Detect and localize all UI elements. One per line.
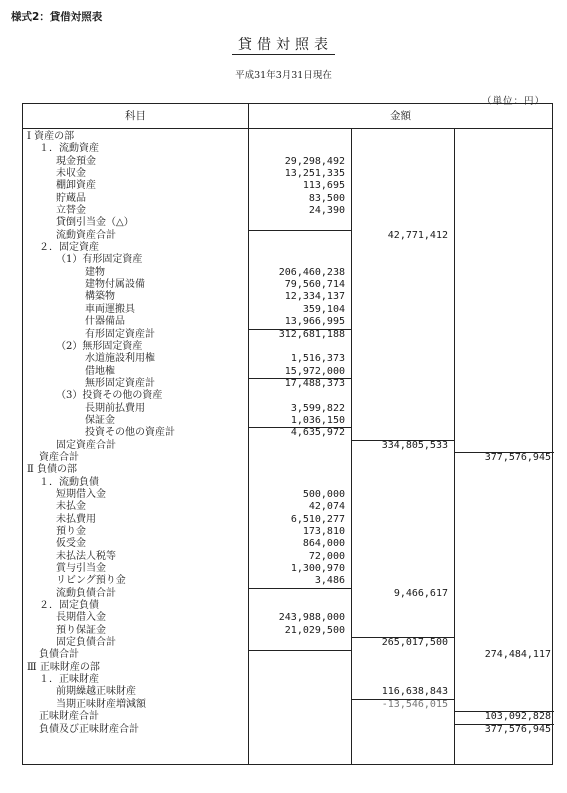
row-label: 立替金 [56, 205, 86, 217]
table-row [23, 649, 552, 661]
table-row [23, 662, 552, 674]
subtotal-rule [454, 711, 554, 712]
table-row [23, 316, 552, 328]
amount-c1: 500,000 [302, 488, 345, 500]
amount-c1: 13,251,335 [284, 168, 345, 180]
table-row [23, 230, 552, 242]
table-row [23, 452, 552, 464]
row-label: 什器備品 [85, 316, 125, 328]
subtotal-rule [248, 427, 351, 428]
subtotal-rule [351, 440, 454, 441]
row-label: 棚卸資産 [56, 180, 96, 192]
table-row [23, 329, 552, 341]
amount-c1: 243,988,000 [278, 612, 345, 624]
row-label: 賞与引当金 [56, 563, 106, 575]
balance-sheet-table [22, 103, 553, 765]
amount-c3: 377,576,945 [484, 723, 551, 735]
table-row [23, 205, 552, 217]
row-label: １．流動資産 [39, 143, 99, 155]
amount-c1: 113,695 [302, 180, 345, 192]
amount-c1: 15,972,000 [284, 365, 345, 377]
row-label: 無形固定資産計 [85, 377, 155, 389]
table-row [23, 291, 552, 303]
table-row [23, 538, 552, 550]
form-label: 様式2：貸借対照表 [11, 11, 103, 23]
amount-c1: 42,074 [308, 501, 345, 513]
amount-c2: 42,771,412 [387, 229, 448, 241]
subtotal-rule [248, 329, 351, 330]
document-title: 貸借対照表 [0, 34, 567, 54]
table-row [23, 674, 552, 686]
subtotal-rule [351, 637, 454, 638]
row-label: 未払金 [56, 501, 86, 513]
table-row [23, 403, 552, 415]
row-label: 未収金 [56, 168, 86, 180]
amount-c1: 17,488,373 [284, 377, 345, 389]
row-label: 車両運搬具 [85, 303, 135, 315]
row-label: （3）投資その他の資産 [56, 390, 163, 402]
table-row [23, 131, 552, 143]
amount-c1: 83,500 [308, 192, 345, 204]
row-label: 長期前払費用 [85, 402, 145, 414]
subtotal-rule [248, 378, 351, 379]
subtotal-rule [351, 699, 454, 700]
table-row [23, 353, 552, 365]
row-label: 長期借入金 [56, 612, 106, 624]
amount-c3: 103,092,828 [484, 711, 551, 723]
row-label: １．流動負債 [39, 476, 99, 488]
amount-c1: 21,029,500 [284, 624, 345, 636]
table-row [23, 341, 552, 353]
row-label: ２．固定負債 [39, 600, 99, 612]
column-header-amount: 金額 [248, 104, 552, 128]
table-row [23, 464, 552, 476]
row-label: 預り金 [56, 526, 86, 537]
row-label: 預り保証金 [56, 624, 106, 636]
row-label: 正味財産合計 [39, 711, 99, 723]
amount-c1: 1,300,970 [290, 563, 345, 575]
row-label: 資産合計 [39, 451, 79, 463]
amount-c1: 29,298,492 [284, 155, 345, 167]
table-row [23, 304, 552, 316]
row-label: 水道施設利用権 [85, 353, 155, 365]
table-row [23, 477, 552, 489]
table-row [23, 526, 552, 538]
amount-c3: 274,484,117 [484, 649, 551, 661]
row-label: リビング預り金 [56, 575, 126, 587]
row-label: 投資その他の資産計 [85, 427, 175, 439]
amount-c1: 1,516,373 [290, 353, 345, 365]
row-label: Ⅱ 負債の部 [27, 464, 77, 476]
table-row [23, 588, 552, 600]
row-label: 仮受金 [56, 538, 86, 550]
table-row [23, 514, 552, 526]
amount-c2: -13,546,015 [381, 698, 448, 710]
amount-c1: 312,681,188 [278, 328, 345, 340]
amount-c2: 265,017,500 [381, 637, 448, 649]
amount-c1: 24,390 [308, 205, 345, 217]
subtotal-rule [248, 588, 351, 589]
row-label: 前期繰越正味財産 [56, 686, 136, 698]
row-label: 流動資産合計 [56, 229, 116, 241]
row-label: 未払費用 [56, 513, 96, 525]
as-of-date: 平成31年3月31日現在 [235, 70, 332, 81]
row-label: 未払法人税等 [56, 550, 116, 562]
row-label: （1）有形固定資産 [56, 254, 143, 266]
table-row [23, 242, 552, 254]
row-label: 流動負債合計 [56, 587, 116, 599]
subtotal-rule [454, 452, 554, 453]
row-label: 建物 [85, 266, 105, 278]
table-row [23, 366, 552, 378]
row-label: 貸倒引当金（△） [56, 217, 134, 229]
table-row [23, 612, 552, 624]
subtotal-rule [454, 724, 554, 725]
row-label: 保証金 [85, 414, 115, 426]
row-label: 借地権 [85, 365, 115, 377]
table-row [23, 427, 552, 439]
row-label: 固定資産合計 [56, 439, 116, 451]
amount-c1: 79,560,714 [284, 279, 345, 291]
row-label: 短期借入金 [56, 488, 106, 500]
row-label: 当期正味財産増減額 [56, 698, 146, 710]
table-row [23, 156, 552, 168]
row-label: 現金預金 [56, 155, 96, 167]
row-label: １．正味財産 [39, 674, 99, 686]
row-label: 負債及び正味財産合計 [39, 723, 139, 735]
amount-c1: 72,000 [308, 550, 345, 562]
table-row [23, 168, 552, 180]
table-row [23, 415, 552, 427]
table-row [23, 390, 552, 402]
amount-c1: 206,460,238 [278, 266, 345, 278]
table-row [23, 143, 552, 155]
amount-c1: 359,104 [302, 303, 345, 315]
amount-c1: 12,334,137 [284, 291, 345, 303]
table-row [23, 267, 552, 279]
amount-c1: 864,000 [302, 538, 345, 550]
amount-c1: 3,486 [314, 575, 345, 587]
row-label: Ⅲ 正味財産の部 [27, 661, 100, 673]
table-row [23, 637, 552, 649]
table-row [23, 575, 552, 587]
amount-c1: 1,036,150 [290, 414, 345, 426]
table-row [23, 625, 552, 637]
table-row [23, 551, 552, 563]
subtotal-rule [248, 230, 351, 231]
table-row [23, 686, 552, 698]
row-label: 建物付属設備 [85, 279, 145, 291]
table-row [23, 217, 552, 229]
table-row [23, 501, 552, 513]
amount-c1: 3,599,822 [290, 402, 345, 414]
subtotal-rule [248, 650, 351, 651]
amount-c1: 173,810 [302, 526, 345, 537]
row-label: 固定負債合計 [56, 637, 116, 649]
table-header [23, 104, 552, 129]
table-row [23, 180, 552, 192]
column-header-subject: 科目 [125, 110, 146, 122]
row-label: 有形固定資産計 [85, 328, 155, 340]
row-label: 負債合計 [39, 649, 79, 661]
table-row [23, 378, 552, 390]
amount-c2: 9,466,617 [393, 587, 448, 599]
row-label: ２．固定資産 [39, 242, 99, 254]
row-label: 貯蔵品 [56, 192, 86, 204]
table-row [23, 193, 552, 205]
table-row [23, 440, 552, 452]
table-row [23, 254, 552, 266]
amount-c3: 377,576,945 [484, 451, 551, 463]
unit-label: （単位：円） [481, 96, 545, 107]
table-body [23, 131, 552, 736]
amount-c1: 4,635,972 [290, 427, 345, 439]
table-row [23, 724, 552, 736]
row-label: 構築物 [85, 291, 115, 303]
table-row [23, 563, 552, 575]
row-label: Ⅰ 資産の部 [27, 131, 75, 142]
table-row [23, 699, 552, 711]
amount-c2: 334,805,533 [381, 439, 448, 451]
amount-c1: 13,966,995 [284, 316, 345, 328]
table-row [23, 279, 552, 291]
table-row [23, 489, 552, 501]
amount-c2: 116,638,843 [381, 686, 448, 698]
amount-c1: 6,510,277 [290, 513, 345, 525]
table-row [23, 711, 552, 723]
table-row [23, 600, 552, 612]
row-label: （2）無形固定資産 [56, 340, 143, 352]
